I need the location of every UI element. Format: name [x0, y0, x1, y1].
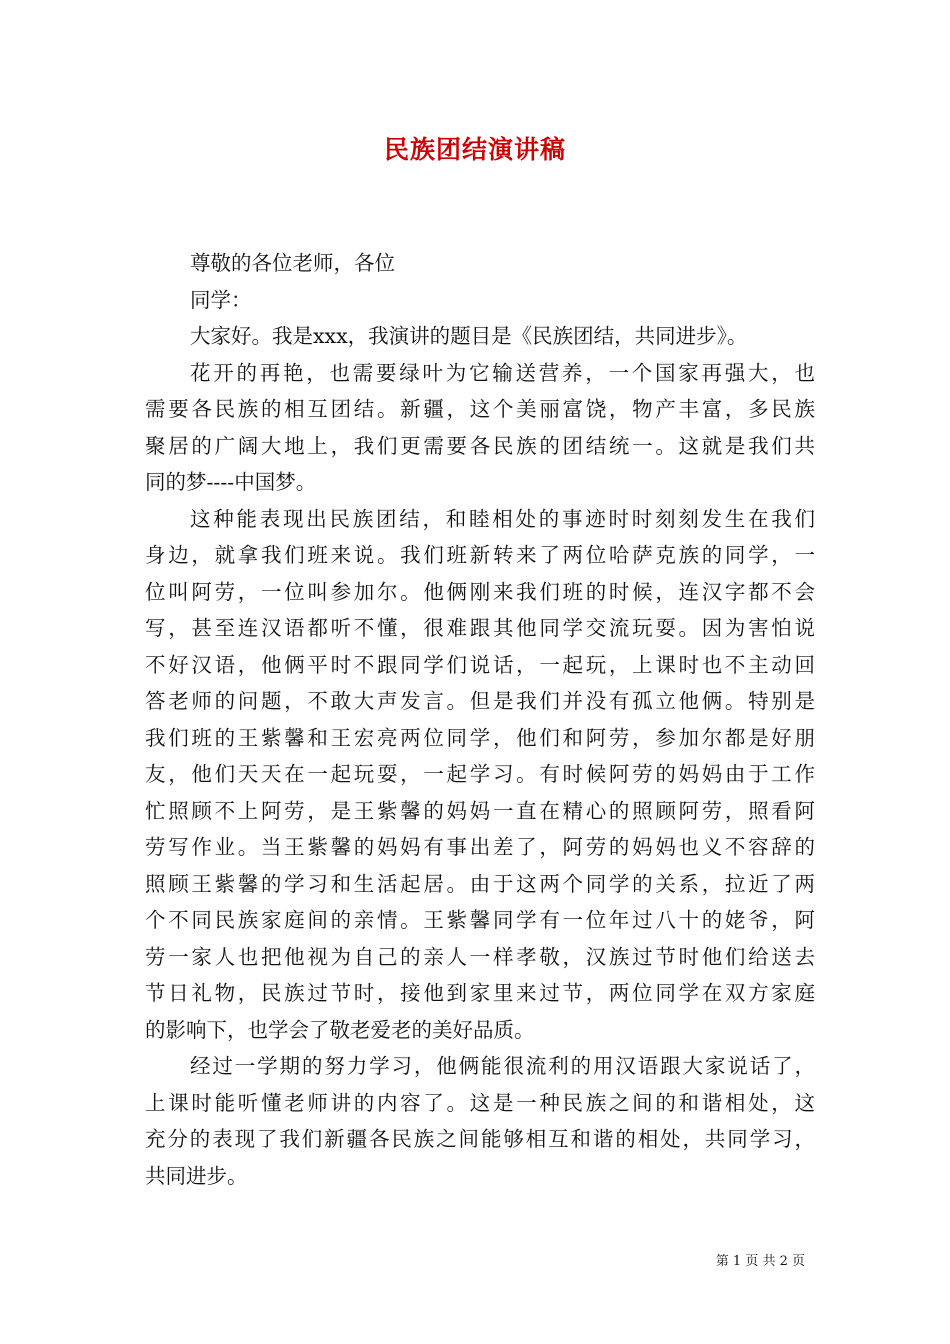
- speech-body: [145, 245, 815, 1194]
- text-line: 个不同民族家庭间的亲情。王紫馨同学有一位年过八十的姥爷，阿: [145, 908, 815, 932]
- text-line: 答老师的问题，不敢大声发言。但是我们并没有孤立他俩。特别是: [145, 689, 815, 713]
- text-line: 劳写作业。当王紫馨的妈妈有事出差了，阿劳的妈妈也义不容辞的: [145, 835, 815, 859]
- text-line: 位叫阿劳，一位叫参加尔。他俩刚来我们班的时候，连汉字都不会: [145, 579, 815, 604]
- text-line: 上课时能听懂老师讲的内容了。这是一种民族之间的和谐相处，这: [145, 1090, 815, 1115]
- page-title: 民族团结演讲稿: [383, 135, 566, 164]
- text-line: 写，甚至连汉语都听不懂，很难跟其他同学交流玩耍。因为害怕说: [145, 616, 815, 640]
- text-line: 需要各民族的相互团结。新疆，这个美丽富饶，物产丰富，多民族: [145, 397, 815, 421]
- text-line: 同学：: [190, 287, 252, 312]
- text-line: 劳一家人也把他视为自己的亲人一样孝敬，汉族过节时他们给送去: [145, 944, 815, 969]
- text-line: 照顾王紫馨的学习和生活起居。由于这两个同学的关系，拉近了两: [145, 871, 815, 896]
- text-line: 我们班的王紫馨和王宏亮两位同学，他们和阿劳，参加尔都是好朋: [145, 725, 815, 750]
- text-line: 尊敬的各位老师，各位: [190, 251, 395, 275]
- page-number: 第 1 页 共 2 页: [715, 1254, 805, 1269]
- text-line: 身边，就拿我们班来说。我们班新转来了两位哈萨克族的同学，一: [145, 543, 815, 567]
- text-line: 充分的表现了我们新疆各民族之间能够相互和谐的相处，共同学习，: [145, 1127, 815, 1151]
- text-line: 经过一学期的努力学习，他俩能很流利的用汉语跟大家说话了，: [190, 1054, 815, 1078]
- text-line: 花开的再艳，也需要绿叶为它输送营养，一个国家再强大，也: [190, 360, 815, 385]
- text-line: 大家好。我是xxx，我演讲的题目是《民族团结，共同进步》。: [190, 324, 748, 348]
- text-line: 友，他们天天在一起玩耍，一起学习。有时候阿劳的妈妈由于工作: [145, 762, 815, 786]
- text-line: 不好汉语，他俩平时不跟同学们说话，一起玩，上课时也不主动回: [145, 652, 815, 677]
- text-line: 共同进步。: [145, 1163, 248, 1188]
- text-line: 聚居的广阔大地上，我们更需要各民族的团结统一。这就是我们共: [145, 433, 815, 458]
- text-line: 忙照顾不上阿劳，是王紫馨的妈妈一直在精心的照顾阿劳，照看阿: [145, 798, 815, 823]
- text-line: 同的梦----中国梦。: [145, 470, 317, 494]
- text-line: 这种能表现出民族团结，和睦相处的事迹时时刻刻发生在我们: [190, 506, 815, 531]
- text-line: 节日礼物，民族过节时，接他到家里来过节，两位同学在双方家庭: [145, 981, 815, 1005]
- text-line: 的影响下，也学会了敬老爱老的美好品质。: [145, 1017, 535, 1042]
